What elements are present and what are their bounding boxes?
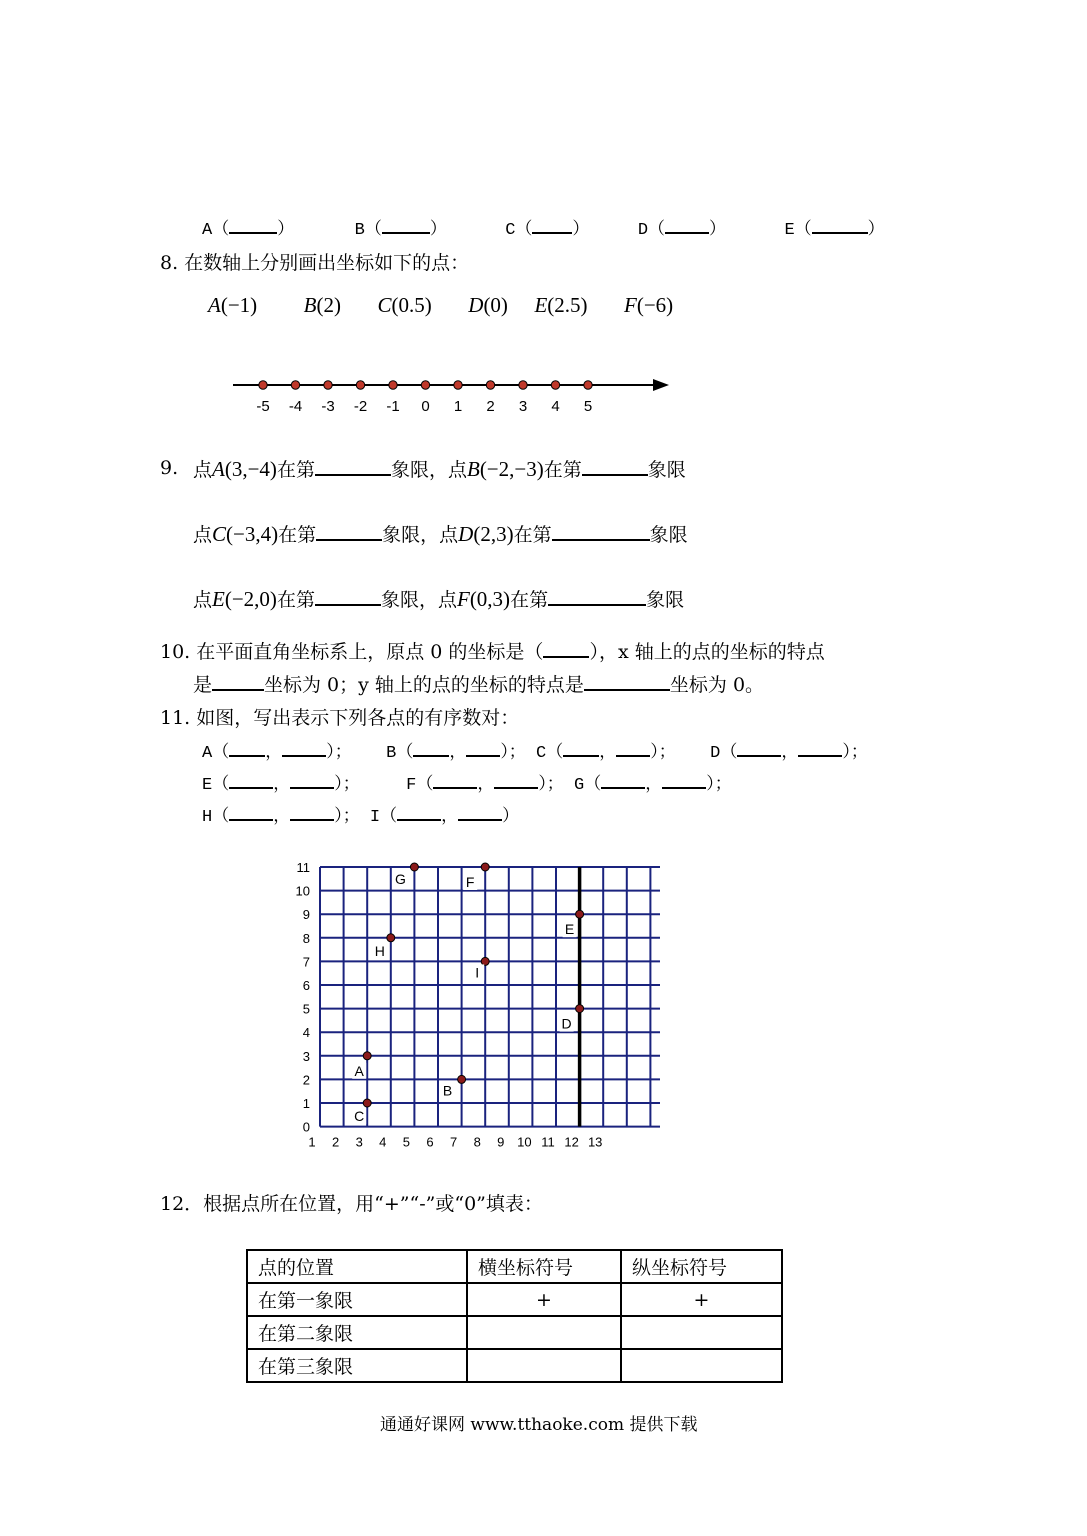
number-line-tick-label: 2 [486,398,495,415]
q7-answer-line [202,214,885,240]
table-row [247,1349,782,1382]
table-cell: + [621,1283,782,1316]
number-line-dot [389,381,397,389]
grid-x-label: 11 [541,1134,555,1150]
table-header-cell: 纵坐标符号 [621,1250,782,1283]
grid-point [576,910,584,918]
q11-prompt: 11. 如图，写出表示下列各点的有序数对： [160,707,520,729]
sign-table [246,1249,783,1383]
q9-line-3: 点E(−2,0)在第 象限，点F(0,3)在第 象限 [193,587,685,611]
grid-point-label: E [564,921,575,938]
grid-x-label: 10 [517,1134,532,1150]
number-line-tick-label: 5 [583,398,593,415]
grid-point [363,1099,371,1107]
table-cell [467,1316,621,1349]
grid-point [363,1052,371,1060]
q8-point-b: B(2) [303,293,341,317]
q11-coordinate-grid [290,855,660,1155]
grid-point [481,957,489,965]
table-header-row [247,1250,782,1283]
grid-y-label: 5 [302,1001,310,1017]
grid-y-label: 6 [302,978,310,993]
q7-item-e: E（ ） [784,221,884,240]
number-line-tick-label: -2 [353,398,368,415]
grid-x-label: 9 [497,1134,505,1150]
q8-point-f: F(−6) [624,293,674,317]
number-line-tick-label: -5 [256,398,270,415]
number-line-dot [324,381,332,389]
grid-point-label: A [354,1062,364,1079]
q8-point-e: E(2.5) [534,293,588,317]
q8-point-c: C(0.5) [377,293,432,317]
q11-row-3: H（ ， ）； I（ ， ） [202,801,519,827]
table-header-cell: 点的位置 [247,1250,467,1283]
q10-line-1: 10. 在平面直角坐标系上，原点 0 的坐标是（ ），x 轴上的点的坐标的特点 [160,637,825,664]
q8-point-list [208,293,673,318]
grid-x-label: 7 [449,1134,458,1150]
grid-point-label: G [394,871,406,887]
grid-point-label: B [442,1082,453,1099]
q9-line-1: 点A(3,−4)在第 象限，点B(−2,−3)在第 象限 [193,457,686,481]
grid-point-label: C [354,1108,365,1124]
q11-row-1: A（ ， ）； B（ ， ）； C（ ， ）； D（ ， ）； [202,737,868,763]
number-line [225,370,685,420]
q8-point-d: D(0) [468,293,508,317]
number-line-tick-label: 1 [453,398,463,415]
grid-point-label: I [475,964,480,981]
grid-point-label: F [465,874,475,890]
q8-prompt: 8. 在数轴上分别画出坐标如下的点： [160,252,470,274]
table-cell: 在第三象限 [247,1349,467,1382]
grid-point-label: H [374,942,385,959]
grid-point [458,1075,466,1083]
number-line-tick-label: -3 [321,398,335,415]
grid-y-label: 0 [302,1119,310,1135]
grid-x-label: 6 [426,1134,434,1150]
q7-item-b: B（ ） [355,221,447,240]
grid-x-label: 1 [308,1134,316,1150]
grid-x-label: 12 [564,1134,579,1150]
q10-line-2: 是 坐标为 0；y 轴上的点的坐标的特点是 坐标为 0。 [193,670,764,697]
grid-x-label: 4 [379,1134,387,1150]
grid-point [387,934,395,942]
grid-x-label: 2 [331,1134,340,1150]
number-line-tick-label: -1 [386,398,400,415]
grid-x-label: 5 [402,1134,411,1150]
number-line-dot [519,381,527,389]
number-line-dot [259,381,267,389]
number-line-tick-label: -4 [288,398,303,415]
table-cell: + [467,1283,621,1316]
table-cell: 在第二象限 [247,1316,467,1349]
number-line-dot [486,381,494,389]
grid-point [481,863,489,871]
grid-y-label: 1 [302,1096,310,1111]
grid-point [410,863,418,871]
q7-item-d: D（ ） [638,221,726,240]
grid-y-label: 4 [302,1025,310,1041]
grid-x-label: 13 [587,1134,603,1150]
table-cell [621,1349,782,1382]
q9-number: 9. [160,457,179,479]
number-line-arrow [653,379,669,391]
number-line-dot [291,381,299,389]
q12-prompt: 12．根据点所在位置，用“+”“-”或“0”填表： [160,1193,543,1215]
number-line-dot [551,381,559,389]
number-line-dot [356,381,364,389]
q9-line-2: 点C(−3,4)在第 象限，点D(2,3)在第 象限 [193,522,688,546]
table-cell [621,1316,782,1349]
table-row [247,1316,782,1349]
grid-point-label: D [561,1015,572,1032]
number-line-dot [454,381,462,389]
grid-y-label: 7 [302,954,310,970]
footer-text: 通通好课网 www.tthaoke.com 提供下载 [380,1415,698,1435]
q7-item-c: C（ ） [505,221,589,240]
grid-y-label: 11 [296,860,310,875]
grid-x-label: 3 [355,1134,363,1150]
grid-y-label: 8 [302,930,310,946]
number-line-tick-label: 4 [551,398,560,415]
number-line-dot [584,381,592,389]
grid-y-label: 9 [302,907,310,923]
grid-y-label: 3 [302,1048,310,1064]
q11-row-2: E（ ， ）； F（ ， ）； G（ ， ）； [202,769,732,795]
table-header-cell: 横坐标符号 [467,1250,621,1283]
number-line-dot [421,381,429,389]
number-line-tick-label: 3 [518,398,528,415]
table-cell: 在第一象限 [247,1283,467,1316]
number-line-tick-label: 0 [421,398,430,415]
grid-point [576,1005,584,1013]
table-cell [467,1349,621,1382]
q7-item-a: A（ ） [202,221,294,240]
q8-point-a: A(−1) [208,293,258,317]
table-row [247,1283,782,1316]
grid-y-label: 2 [302,1072,310,1088]
grid-x-label: 8 [473,1134,481,1150]
grid-y-label: 10 [295,883,310,899]
